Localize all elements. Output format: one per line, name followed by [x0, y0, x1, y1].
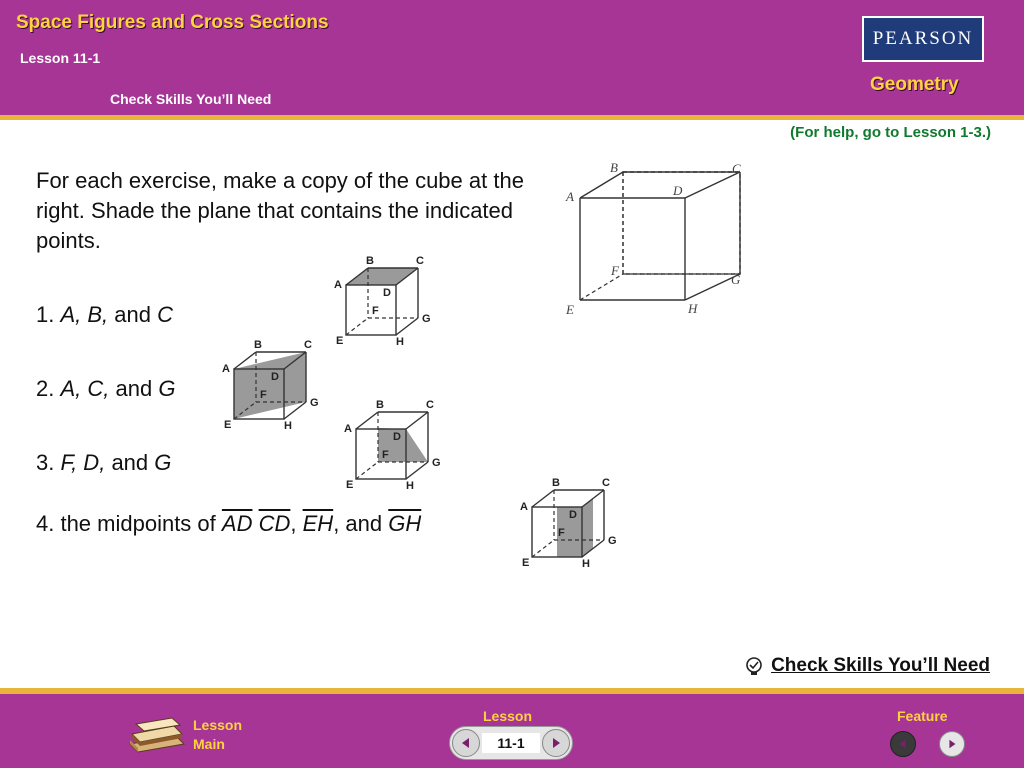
- hidden-edge: [532, 540, 554, 557]
- check-skills-link[interactable]: [743, 655, 990, 677]
- hidden-edge: [356, 462, 378, 479]
- vertex-label: A: [334, 279, 342, 291]
- lesson-nav-label: Lesson: [483, 708, 533, 724]
- vertex-label: B: [254, 339, 262, 351]
- lesson-main-link[interactable]: [193, 716, 242, 754]
- edge: [406, 412, 428, 429]
- edge: [396, 318, 418, 335]
- reference-cube-diagram: [560, 158, 760, 318]
- segment-ad: $\overline{AD}$: [221, 511, 253, 536]
- lesson-prev-button[interactable]: [452, 729, 480, 757]
- feature-nav-label: Feature: [897, 708, 948, 724]
- course-label: Geometry: [870, 74, 959, 95]
- edge: [406, 462, 428, 479]
- exercise-point: G: [154, 450, 172, 475]
- section-subtitle: Check Skills You’ll Need: [110, 91, 272, 107]
- vertex-label: G: [608, 535, 617, 547]
- arrow-right-icon: [549, 736, 563, 750]
- vertex-label: A: [222, 363, 230, 375]
- exercise-and: and: [111, 450, 149, 475]
- vertex-label: F: [382, 449, 389, 461]
- vertex-label: F: [558, 527, 565, 539]
- lesson-main-line2: Main: [193, 736, 225, 752]
- exercise-number: 2.: [36, 376, 55, 401]
- vertex-label: G: [731, 272, 741, 287]
- vertex-label: C: [304, 339, 312, 351]
- exercise-2: [36, 376, 175, 402]
- exercise-4: [36, 511, 421, 537]
- segment-cd: $\overline{CD}$: [258, 511, 291, 536]
- page-title: Space Figures and Cross Sections: [16, 12, 329, 33]
- lesson-next-button[interactable]: [542, 729, 570, 757]
- vertex-label: E: [346, 479, 354, 491]
- exercise-number: 3.: [36, 450, 55, 475]
- edge: [532, 490, 554, 507]
- exercise-text: 4. the midpoints of: [36, 511, 216, 536]
- vertex-label: C: [426, 399, 434, 411]
- vertex-label: B: [610, 160, 618, 175]
- vertex-label: D: [569, 509, 577, 521]
- edge: [356, 412, 378, 429]
- vertex-label: E: [336, 335, 344, 347]
- exercise-and: , and: [333, 511, 383, 536]
- check-skills-label: Check Skills You’ll Need: [771, 655, 990, 676]
- vertex-label: F: [372, 305, 379, 317]
- vertex-label: A: [566, 189, 574, 204]
- vertex-label: E: [522, 557, 530, 569]
- exercise-point: G: [158, 376, 176, 401]
- lesson-number: Lesson 11-1: [20, 50, 101, 66]
- vertex-label: G: [310, 397, 319, 409]
- vertex-label: F: [260, 389, 267, 401]
- vertex-label: A: [520, 501, 528, 513]
- lesson-main-line1: Lesson: [193, 717, 243, 733]
- header-stripe: [0, 115, 1024, 120]
- exercise-points: A, B,: [60, 302, 109, 327]
- feature-prev-button[interactable]: [890, 731, 916, 757]
- arrow-right-icon: [946, 738, 958, 750]
- vertex-label: C: [732, 161, 741, 176]
- help-note: (For help, go to Lesson 1-3.): [790, 124, 991, 141]
- shaded-plane-side: [582, 498, 593, 557]
- vertex-label: D: [271, 371, 279, 383]
- exercise-3: [36, 450, 171, 476]
- vertex-label: C: [416, 255, 424, 267]
- vertex-label: D: [673, 183, 683, 198]
- vertex-label: E: [224, 419, 232, 431]
- vertex-label: G: [422, 313, 431, 325]
- vertex-label: G: [432, 457, 441, 469]
- pearson-logo: PEARSON: [862, 16, 984, 62]
- vertex-label: H: [396, 336, 404, 348]
- exercise-points: A, C,: [60, 376, 110, 401]
- vertex-label: H: [582, 558, 590, 570]
- exercise-points: F, D,: [60, 450, 106, 475]
- exercise-1-cube: [332, 252, 442, 347]
- vertex-label: B: [376, 399, 384, 411]
- vertex-label: B: [366, 255, 374, 267]
- exercise-4-cube: [518, 474, 628, 569]
- vertex-label: B: [552, 477, 560, 489]
- exercise-and: and: [114, 302, 152, 327]
- shaded-plane: [234, 352, 306, 419]
- exercise-and: and: [115, 376, 153, 401]
- exercise-3-cube: [342, 396, 452, 491]
- exercise-point: C: [157, 302, 174, 327]
- vertex-label: D: [383, 287, 391, 299]
- arrow-left-icon: [897, 738, 909, 750]
- vertex-label: H: [284, 420, 292, 432]
- exercise-2-cube: [220, 336, 330, 431]
- hidden-edge: [346, 318, 368, 335]
- vertex-label: A: [344, 423, 352, 435]
- vertex-label: H: [406, 480, 414, 492]
- arrow-left-icon: [459, 736, 473, 750]
- vertex-label: H: [688, 301, 698, 316]
- lightbulb-icon: [743, 655, 765, 677]
- vertex-label: D: [393, 431, 401, 443]
- segment-gh: $\overline{GH}$: [388, 511, 422, 536]
- books-icon[interactable]: [126, 714, 188, 754]
- edge-ab: [580, 172, 623, 198]
- vertex-label: C: [602, 477, 610, 489]
- segment-eh: $\overline{EH}$: [302, 511, 334, 536]
- comma: ,: [290, 511, 297, 536]
- lesson-code: 11-1: [482, 733, 540, 753]
- vertex-label: F: [611, 263, 619, 278]
- exercise-number: 1.: [36, 302, 55, 327]
- instructions-text: For each exercise, make a copy of the cube at the right. Shade the plane that contains the indicated points.: [36, 168, 524, 253]
- feature-next-button[interactable]: [939, 731, 965, 757]
- exercise-1: [36, 302, 173, 328]
- vertex-label: E: [566, 302, 574, 317]
